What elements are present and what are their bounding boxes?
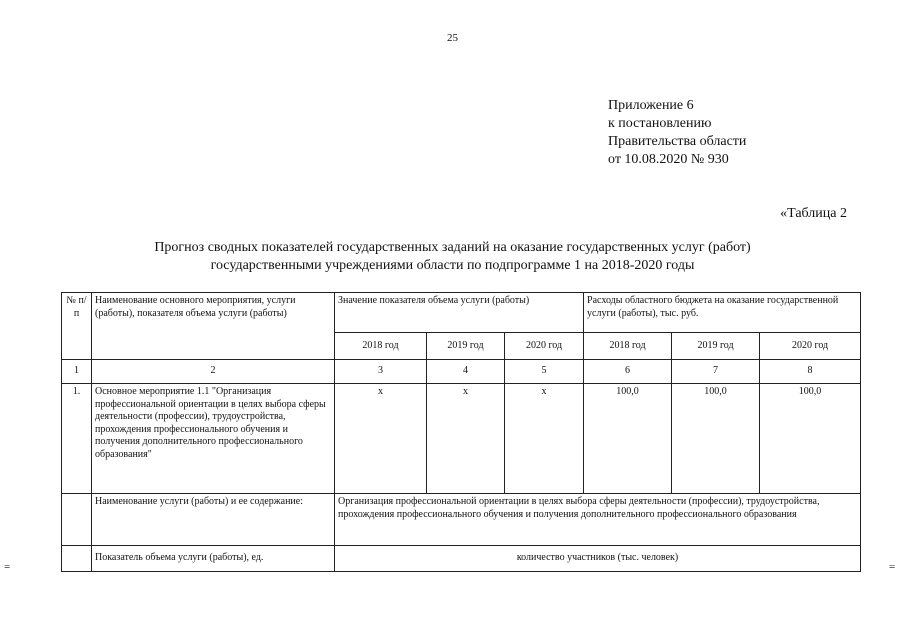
col-number: 4 xyxy=(427,360,505,384)
service-name-value: Организация профессиональной ориентации в целях выбора сферы деятельности (профессии), трудоустройства, прохождения профессионального обучения и получения дополнительного профессионального образования xyxy=(335,494,861,546)
col-number: 2 xyxy=(92,360,335,384)
header-year-2018: 2018 год xyxy=(335,333,427,360)
forecast-table xyxy=(61,292,861,572)
header-year-2020: 2020 год xyxy=(505,333,584,360)
indicator-value: х xyxy=(427,384,505,494)
col-number: 8 xyxy=(760,360,861,384)
col-number: 1 xyxy=(62,360,92,384)
appendix-line-2: к постановлению xyxy=(608,116,712,131)
indicator-value: х xyxy=(335,384,427,494)
appendix-line-3: Правительства области xyxy=(608,134,747,149)
col-number: 5 xyxy=(505,360,584,384)
header-year-2019: 2019 год xyxy=(427,333,505,360)
page-number: 25 xyxy=(447,32,458,44)
col-number: 7 xyxy=(672,360,760,384)
appendix-block xyxy=(608,97,746,169)
service-name-label: Наименование услуги (работы) и ее содержание: xyxy=(92,494,335,546)
header-name: Наименование основного мероприятия, услуги (работы), показателя объема услуги (работы) xyxy=(92,293,335,360)
column-number-row xyxy=(62,360,861,384)
expense-value: 100,0 xyxy=(584,384,672,494)
header-expense-year-2019: 2019 год xyxy=(672,333,760,360)
appendix-line-1: Приложение 6 xyxy=(608,98,694,113)
table-row xyxy=(62,384,861,494)
appendix-line-4: от 10.08.2020 № 930 xyxy=(608,152,729,167)
expense-value: 100,0 xyxy=(672,384,760,494)
table-row xyxy=(62,546,861,572)
header-row xyxy=(62,293,861,333)
header-indicator-group: Значение показателя объема услуги (работы) xyxy=(335,293,584,333)
table-label: «Таблица 2 xyxy=(780,206,847,221)
header-expense-year-2018: 2018 год xyxy=(584,333,672,360)
indicator-value: х xyxy=(505,384,584,494)
title-line-2: государственными учреждениями области по подпрограмме 1 на 2018-2020 годы xyxy=(210,258,695,273)
title-line-1: Прогноз сводных показателей государственных заданий на оказание государственных услуг (работ) xyxy=(154,240,751,255)
indicator-unit-value: количество участников (тыс. человек) xyxy=(335,546,861,572)
row-num: 1. xyxy=(62,384,92,494)
col-number: 3 xyxy=(335,360,427,384)
header-num: № п/п xyxy=(62,293,92,360)
expense-value: 100,0 xyxy=(760,384,861,494)
table-row xyxy=(62,494,861,546)
col-number: 6 xyxy=(584,360,672,384)
left-margin-mark: = xyxy=(4,561,11,573)
indicator-label: Показатель объема услуги (работы), ед. xyxy=(92,546,335,572)
right-margin-mark: = xyxy=(889,561,896,573)
header-expense-group: Расходы областного бюджета на оказание государственной услуги (работы), тыс. руб. xyxy=(584,293,861,333)
document-title xyxy=(0,239,905,275)
header-expense-year-2020: 2020 год xyxy=(760,333,861,360)
row-name: Основное мероприятие 1.1 "Организация профессиональной ориентации в целях выбора сферы деятельности (профессии), трудоустройства, прохождения профессионального обучения и получения дополнительного профессионального образования" xyxy=(92,384,335,494)
